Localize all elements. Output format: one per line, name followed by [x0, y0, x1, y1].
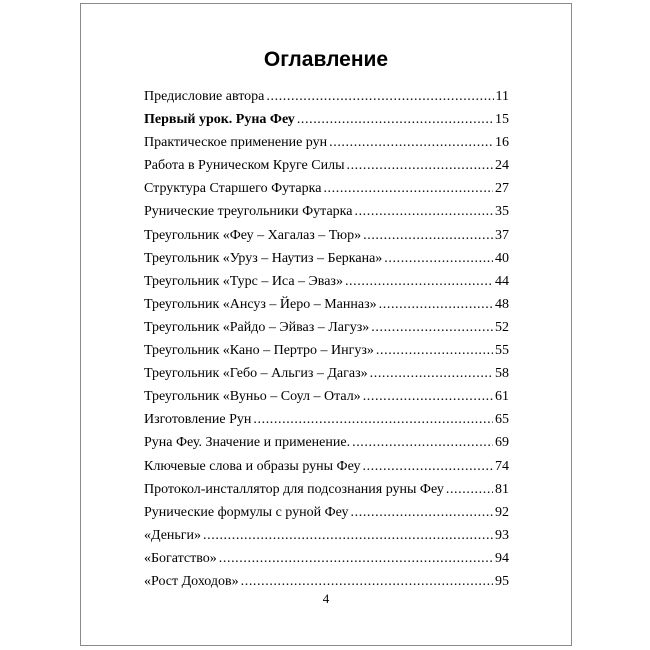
toc-entry-title: Треугольник «Вуньо – Соул – Отал» [144, 389, 361, 405]
toc-entry-title: Треугольник «Уруз – Наутиз – Беркана» [144, 250, 383, 266]
toc-entry-page-number: 93 [495, 527, 509, 543]
dot-leader [329, 131, 493, 154]
toc-entry[interactable] [144, 570, 509, 593]
dot-leader [379, 293, 493, 316]
toc-entry-title: Рунические формулы с руной Феу [144, 504, 349, 520]
document-page [80, 3, 572, 646]
toc-entry[interactable] [144, 154, 509, 177]
toc-entry-title: «Богатство» [144, 550, 217, 566]
toc-entry[interactable] [144, 293, 509, 316]
toc-entry-title: Предисловие автора [144, 89, 265, 104]
toc-entry-page-number: 94 [495, 550, 509, 566]
toc-entry[interactable] [144, 200, 509, 223]
toc-entry-title: Практическое применение рун [144, 135, 328, 151]
toc-entry-page-number: 37 [495, 227, 509, 243]
toc-entry-page-number: 74 [495, 458, 509, 474]
toc-entry-title: Треугольник «Гебо – Альгиз – Дагаз» [144, 366, 368, 382]
toc-entry[interactable] [144, 85, 509, 108]
dot-leader [266, 85, 493, 108]
dot-leader [253, 408, 493, 431]
toc-entry-page-number: 24 [495, 158, 509, 174]
toc-entry-title: Треугольник «Турс – Иса – Эваз» [144, 273, 343, 289]
toc-entry-title: Треугольник «Кано – Пертро – Ингуз» [144, 343, 374, 359]
toc-entry[interactable] [144, 177, 509, 200]
dot-leader [446, 478, 493, 501]
dot-leader [363, 385, 493, 408]
toc-entry-page-number: 27 [495, 181, 509, 197]
toc-entry-page-number: 16 [495, 135, 509, 151]
dot-leader [345, 270, 493, 293]
dot-leader [219, 547, 493, 570]
toc-entry[interactable] [144, 108, 509, 131]
toc-entry-title: Треугольник «Райдо – Эйваз – Лагуз» [144, 319, 370, 335]
dot-leader [323, 177, 493, 200]
toc-entry[interactable] [144, 270, 509, 293]
toc-entry-page-number: 92 [495, 504, 509, 520]
toc-entry[interactable] [144, 339, 509, 362]
toc-entry[interactable] [144, 362, 509, 385]
toc-entry-title: «Деньги» [144, 527, 202, 543]
toc-entry[interactable] [144, 547, 509, 570]
dot-leader [376, 339, 493, 362]
toc-entry[interactable] [144, 224, 509, 247]
page-number: 4 [322, 591, 330, 606]
toc-entry-title: «Рост Доходов» [144, 573, 239, 589]
toc-entry-page-number: 95 [495, 573, 509, 589]
dot-leader [203, 524, 493, 547]
dot-leader [354, 200, 493, 223]
toc-entry-title: Ключевые слова и образы руны Феу [144, 458, 361, 474]
toc-entry-page-number: 55 [495, 343, 509, 359]
toc-entry-title: Изготовление Рун [144, 412, 252, 428]
toc-entry[interactable] [144, 316, 509, 339]
page-title: Оглавление [263, 48, 389, 71]
toc-entry-page-number: 61 [495, 389, 509, 405]
dot-leader [371, 316, 493, 339]
toc-entry-page-number: 52 [495, 319, 509, 335]
dot-leader [362, 455, 493, 478]
toc-entry-title: Работа в Руническом Круге Силы [144, 158, 345, 174]
toc-entry-page-number: 40 [495, 250, 509, 266]
toc-entry-page-number: 35 [495, 204, 509, 220]
dot-leader [351, 501, 493, 524]
toc-entry-title: Треугольник «Феу – Хагалаз – Тюр» [144, 227, 362, 243]
toc-entry[interactable] [144, 247, 509, 270]
toc-entry-page-number: 15 [495, 112, 509, 128]
toc-entry[interactable] [144, 524, 509, 547]
toc-entry-title: Структура Старшего Футарка [144, 181, 322, 197]
toc-entry-title: Первый урок. Руна Феу [144, 112, 295, 128]
dot-leader [297, 108, 493, 131]
toc-entry-page-number: 44 [495, 273, 509, 289]
dot-leader [384, 247, 493, 270]
toc-entry[interactable] [144, 478, 509, 501]
dot-leader [346, 154, 493, 177]
toc-entry-page-number: 65 [495, 412, 509, 428]
toc-entry[interactable] [144, 431, 509, 454]
toc-entry-page-number: 58 [495, 366, 509, 382]
toc-entry-page-number: 81 [495, 481, 509, 497]
dot-leader [241, 570, 493, 593]
toc-entry[interactable] [144, 455, 509, 478]
toc-entry[interactable] [144, 385, 509, 408]
toc-entry-page-number: 11 [495, 89, 509, 104]
table-of-contents [144, 85, 509, 593]
toc-entry-title: Руна Феу. Значение и применение. [144, 435, 351, 451]
toc-entry-title: Протокол-инсталлятор для подсознания руны Феу [144, 481, 444, 497]
dot-leader [352, 431, 493, 454]
toc-entry-title: Треугольник «Ансуз – Йеро – Манназ» [144, 296, 377, 312]
toc-entry[interactable] [144, 408, 509, 431]
toc-entry-title: Рунические треугольники Футарка [144, 204, 353, 220]
dot-leader [363, 224, 493, 247]
toc-entry[interactable] [144, 131, 509, 154]
toc-entry-page-number: 48 [495, 296, 509, 312]
toc-entry[interactable] [144, 501, 509, 524]
toc-entry-page-number: 69 [495, 435, 509, 451]
dot-leader [370, 362, 493, 385]
